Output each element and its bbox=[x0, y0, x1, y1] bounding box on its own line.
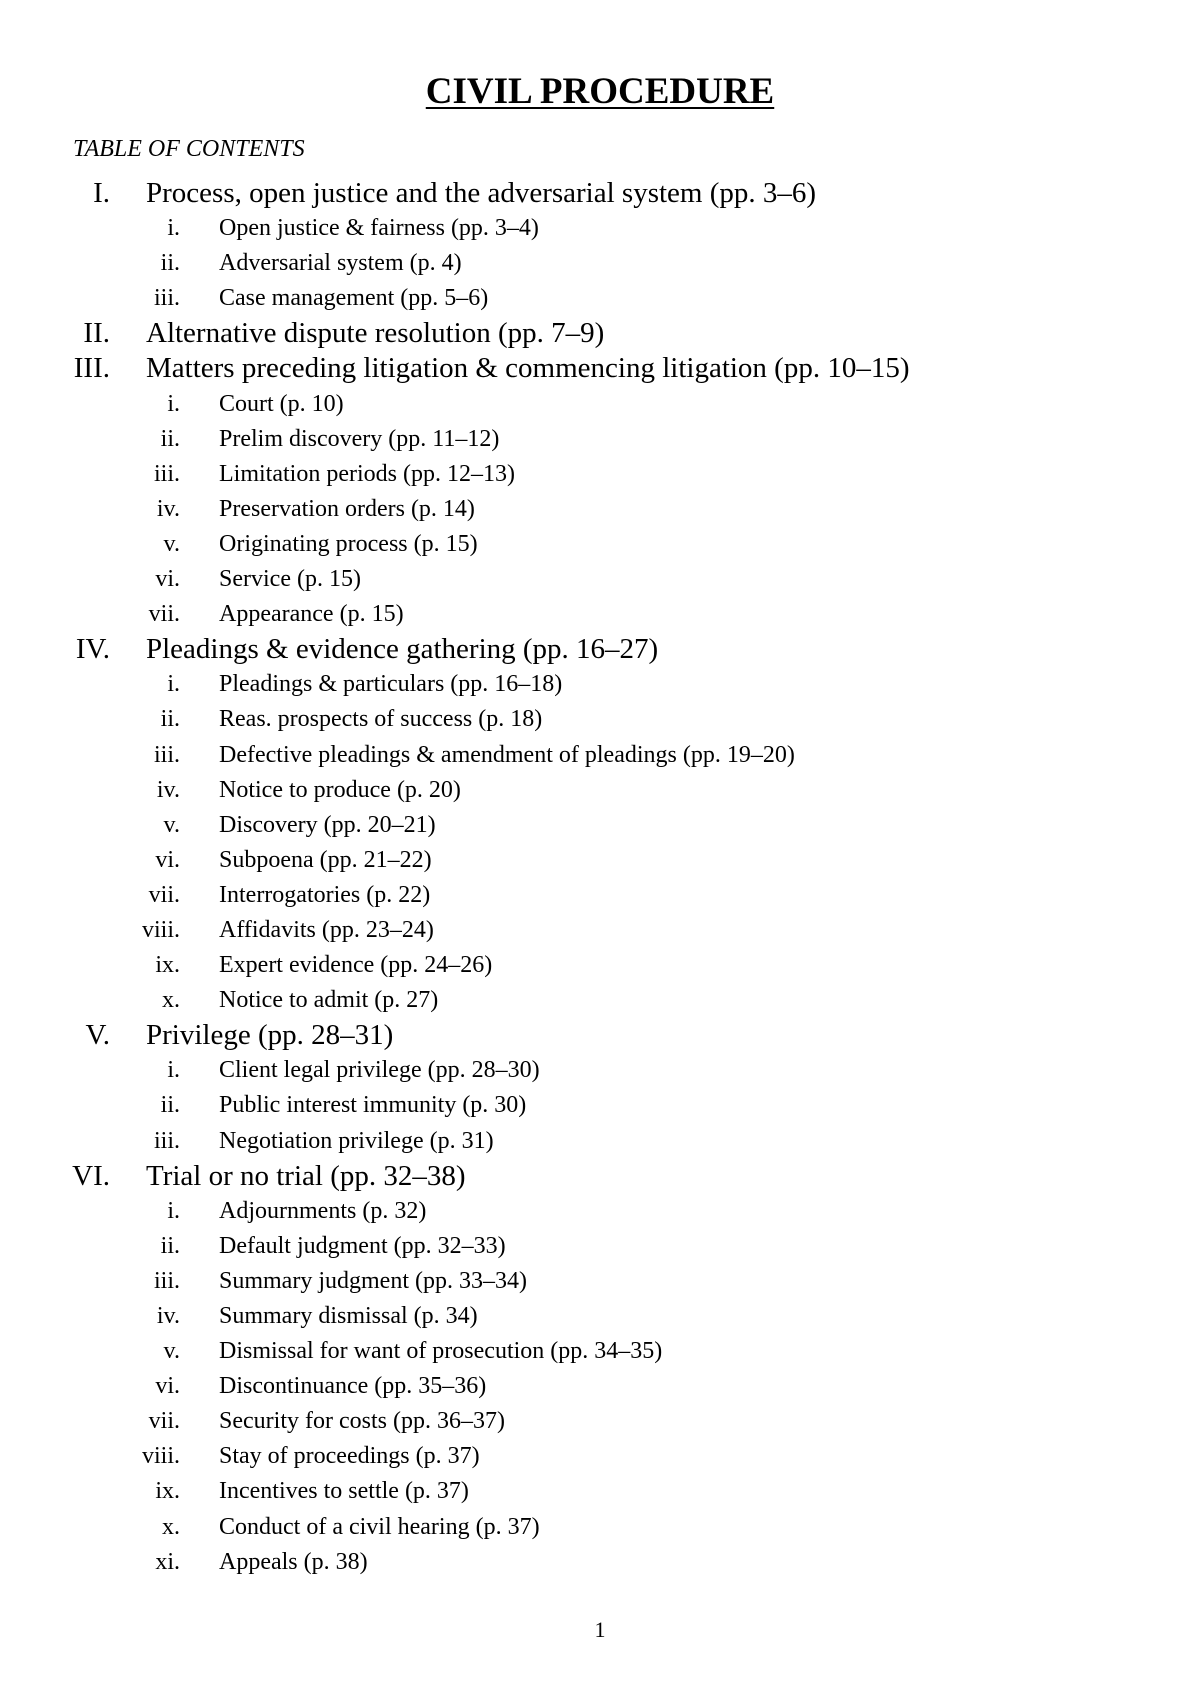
subsection-number: xi. bbox=[155, 1548, 180, 1575]
subsection-title: Limitation periods (pp. 12–13) bbox=[219, 460, 515, 487]
subsection-number: i. bbox=[167, 1057, 180, 1084]
toc-subsection-entry bbox=[0, 1124, 1200, 1159]
toc-subsection-entry bbox=[0, 1053, 1200, 1088]
subsection-number: viii. bbox=[141, 1443, 180, 1470]
toc-subsection-entry bbox=[0, 1510, 1200, 1545]
toc-subsection-entry bbox=[0, 597, 1200, 632]
subsection-number: iii. bbox=[153, 1127, 180, 1154]
subsection-number: iv. bbox=[156, 495, 180, 522]
subsection-title: Service (p. 15) bbox=[219, 566, 361, 593]
subsection-number: ix. bbox=[155, 952, 180, 979]
toc-subsection-entry bbox=[0, 878, 1200, 913]
subsection-number: i. bbox=[167, 390, 180, 417]
subsection-number: ix. bbox=[155, 1478, 180, 1505]
toc-subsection-entry bbox=[0, 387, 1200, 422]
toc-subsection-entry bbox=[0, 1439, 1200, 1474]
subsection-number: v. bbox=[163, 811, 180, 838]
section-title: Trial or no trial (pp. 32–38) bbox=[146, 1159, 466, 1192]
subsection-title: Adversarial system (p. 4) bbox=[219, 250, 462, 277]
toc-subsection-entry bbox=[0, 562, 1200, 597]
toc-subsection-entry bbox=[0, 1545, 1200, 1580]
subsection-title: Appeals (p. 38) bbox=[219, 1548, 368, 1575]
section-number: VI. bbox=[72, 1159, 110, 1192]
subsection-number: x. bbox=[162, 1513, 180, 1540]
toc-subsection-entry bbox=[0, 211, 1200, 246]
subsection-number: ii. bbox=[160, 425, 180, 452]
toc-subsection-entry bbox=[0, 1194, 1200, 1229]
section-title: Matters preceding litigation & commencing litigation (pp. 10–15) bbox=[146, 352, 910, 385]
toc-section-entry bbox=[0, 176, 1200, 211]
toc-subsection-entry bbox=[0, 702, 1200, 737]
subsection-title: Notice to produce (p. 20) bbox=[219, 776, 461, 803]
subsection-title: Stay of proceedings (p. 37) bbox=[219, 1443, 480, 1470]
subsection-title: Affidavits (pp. 23–24) bbox=[219, 916, 434, 943]
subsection-number: iv. bbox=[156, 776, 180, 803]
subsection-title: Conduct of a civil hearing (p. 37) bbox=[219, 1513, 540, 1540]
subsection-title: Client legal privilege (pp. 28–30) bbox=[219, 1057, 540, 1084]
subsection-title: Preservation orders (p. 14) bbox=[219, 495, 475, 522]
subsection-number: iii. bbox=[153, 741, 180, 768]
section-number: I. bbox=[93, 177, 110, 209]
subsection-number: iv. bbox=[156, 1303, 180, 1329]
table-of-contents bbox=[0, 176, 1200, 1580]
subsection-number: i. bbox=[167, 1197, 180, 1224]
section-number: II. bbox=[83, 317, 110, 350]
subsection-title: Incentives to settle (p. 37) bbox=[219, 1478, 469, 1505]
page-title: CIVIL PROCEDURE bbox=[425, 71, 775, 112]
subsection-title: Defective pleadings & amendment of pleadings (pp. 19–20) bbox=[219, 741, 795, 768]
section-title: Pleadings & evidence gathering (pp. 16–27) bbox=[146, 633, 659, 666]
subsection-title: Summary dismissal (p. 34) bbox=[219, 1303, 478, 1329]
subsection-number: i. bbox=[167, 671, 180, 698]
toc-subsection-entry bbox=[0, 492, 1200, 527]
toc-subsection-entry bbox=[0, 667, 1200, 702]
subsection-title: Subpoena (pp. 21–22) bbox=[219, 846, 432, 873]
subsection-title: Reas. prospects of success (p. 18) bbox=[219, 706, 543, 733]
subsection-title: Originating process (p. 15) bbox=[219, 530, 478, 557]
toc-heading: TABLE OF CONTENTS bbox=[73, 136, 305, 162]
subsection-title: Summary judgment (pp. 33–34) bbox=[219, 1267, 527, 1294]
subsection-title: Notice to admit (p. 27) bbox=[219, 987, 439, 1014]
toc-subsection-entry bbox=[0, 1299, 1200, 1334]
toc-section-entry bbox=[0, 351, 1200, 386]
subsection-number: vi. bbox=[155, 846, 180, 873]
subsection-title: Discontinuance (pp. 35–36) bbox=[219, 1373, 487, 1400]
subsection-number: i. bbox=[167, 215, 180, 242]
section-title: Process, open justice and the adversarial system (pp. 3–6) bbox=[146, 177, 817, 209]
subsection-number: vii. bbox=[148, 881, 180, 908]
toc-subsection-entry bbox=[0, 983, 1200, 1018]
toc-subsection-entry bbox=[0, 1088, 1200, 1123]
subsection-number: v. bbox=[163, 1338, 180, 1365]
toc-subsection-entry bbox=[0, 422, 1200, 457]
page-number: 1 bbox=[594, 1617, 606, 1642]
subsection-number: v. bbox=[163, 530, 180, 557]
subsection-title: Default judgment (pp. 32–33) bbox=[219, 1232, 506, 1259]
toc-subsection-entry bbox=[0, 1229, 1200, 1264]
toc-subsection-entry bbox=[0, 527, 1200, 562]
subsection-title: Court (p. 10) bbox=[219, 390, 344, 417]
subsection-number: ii. bbox=[160, 250, 180, 277]
subsection-title: Security for costs (pp. 36–37) bbox=[219, 1408, 505, 1435]
subsection-title: Interrogatories (p. 22) bbox=[219, 881, 431, 908]
section-title: Alternative dispute resolution (pp. 7–9) bbox=[146, 317, 605, 350]
toc-section-entry bbox=[0, 1159, 1200, 1194]
section-number: III. bbox=[73, 352, 110, 385]
subsection-title: Prelim discovery (pp. 11–12) bbox=[219, 425, 500, 452]
section-number: IV. bbox=[75, 633, 110, 666]
subsection-number: ii. bbox=[160, 1232, 180, 1259]
section-title: Privilege (pp. 28–31) bbox=[146, 1019, 394, 1052]
subsection-number: vii. bbox=[148, 1408, 180, 1435]
toc-subsection-entry bbox=[0, 948, 1200, 983]
toc-section-entry bbox=[0, 1018, 1200, 1053]
subsection-number: iii. bbox=[153, 460, 180, 487]
toc-subsection-entry bbox=[0, 1334, 1200, 1369]
subsection-title: Adjournments (p. 32) bbox=[219, 1197, 427, 1224]
toc-subsection-entry bbox=[0, 1404, 1200, 1439]
subsection-title: Dismissal for want of prosecution (pp. 34–35) bbox=[219, 1338, 663, 1365]
toc-subsection-entry bbox=[0, 1369, 1200, 1404]
toc-subsection-entry bbox=[0, 738, 1200, 773]
toc-subsection-entry bbox=[0, 773, 1200, 808]
toc-section-entry bbox=[0, 632, 1200, 667]
toc-subsection-entry bbox=[0, 281, 1200, 316]
subsection-title: Expert evidence (pp. 24–26) bbox=[219, 952, 493, 979]
toc-subsection-entry bbox=[0, 457, 1200, 492]
subsection-title: Public interest immunity (p. 30) bbox=[219, 1092, 527, 1119]
subsection-number: iii. bbox=[153, 285, 180, 312]
subsection-title: Appearance (p. 15) bbox=[219, 601, 404, 628]
toc-section-entry bbox=[0, 316, 1200, 351]
subsection-title: Pleadings & particulars (pp. 16–18) bbox=[219, 671, 563, 698]
subsection-number: x. bbox=[162, 987, 180, 1014]
subsection-number: viii. bbox=[141, 916, 180, 943]
subsection-title: Negotiation privilege (p. 31) bbox=[219, 1127, 494, 1154]
toc-subsection-entry bbox=[0, 1264, 1200, 1299]
toc-subsection-entry bbox=[0, 1474, 1200, 1509]
subsection-title: Case management (pp. 5–6) bbox=[219, 285, 489, 312]
subsection-number: iii. bbox=[153, 1267, 180, 1294]
subsection-number: vi. bbox=[155, 566, 180, 593]
subsection-title: Open justice & fairness (pp. 3–4) bbox=[219, 215, 539, 242]
subsection-number: ii. bbox=[160, 1092, 180, 1119]
subsection-number: vi. bbox=[155, 1373, 180, 1400]
toc-subsection-entry bbox=[0, 843, 1200, 878]
toc-subsection-entry bbox=[0, 808, 1200, 843]
subsection-title: Discovery (pp. 20–21) bbox=[219, 811, 436, 838]
section-number: V. bbox=[85, 1019, 110, 1052]
toc-subsection-entry bbox=[0, 913, 1200, 948]
toc-subsection-entry bbox=[0, 246, 1200, 281]
subsection-number: ii. bbox=[160, 706, 180, 733]
subsection-number: vii. bbox=[148, 601, 180, 628]
